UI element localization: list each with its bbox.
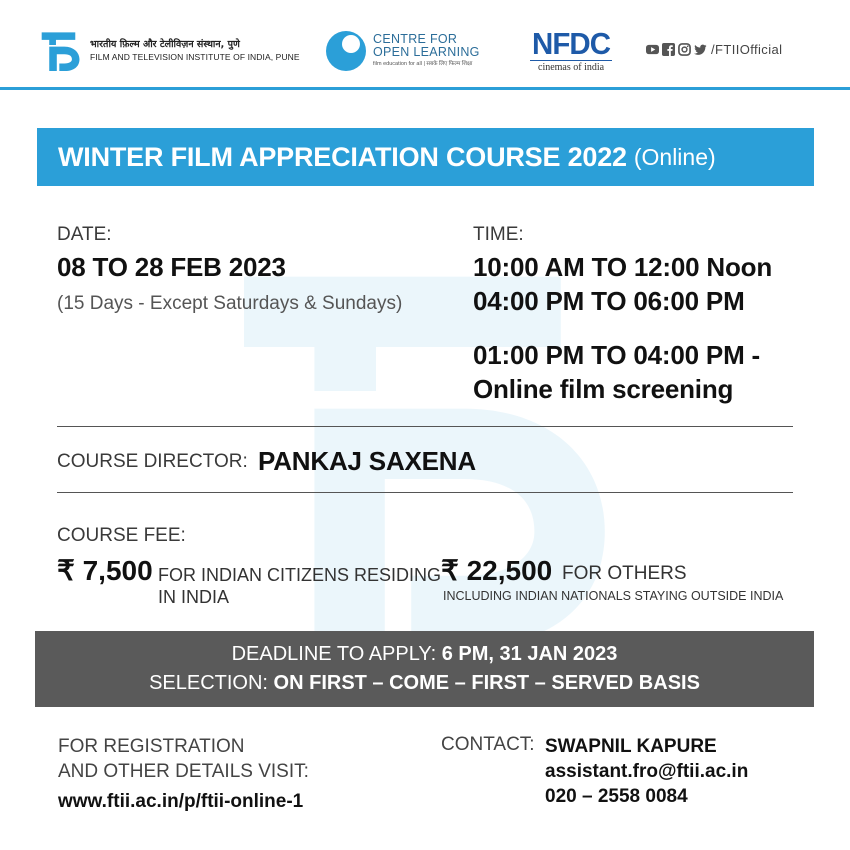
course-mode: (Online) xyxy=(633,143,716,170)
time-slot-2: 04:00 PM TO 06:00 PM xyxy=(473,286,745,316)
fee-others-desc: FOR OTHERS xyxy=(562,563,687,584)
ftii-name-english: FILM AND TELEVISION INSTITUTE OF INDIA, PUNE xyxy=(90,52,300,62)
col-name xyxy=(373,33,480,68)
director-label: COURSE DIRECTOR: xyxy=(57,451,248,472)
course-title: WINTER FILM APPRECIATION COURSE 2022 xyxy=(58,141,627,172)
contact-phone[interactable]: 020 – 2558 0084 xyxy=(545,786,688,807)
deadline-row xyxy=(35,640,814,669)
registration-line2: AND OTHER DETAILS VISIT: xyxy=(58,761,309,782)
nfdc-logo xyxy=(530,28,612,73)
registration-url-link[interactable]: www.ftii.ac.in/p/ftii-online-1 xyxy=(58,791,304,812)
nfdc-tagline: cinemas of india xyxy=(530,60,612,73)
registration-line1: FOR REGISTRATION xyxy=(58,736,245,757)
time-label: TIME: xyxy=(473,224,524,245)
instagram-icon[interactable] xyxy=(678,43,691,56)
deadline-label: DEADLINE TO APPLY: xyxy=(231,643,437,665)
youtube-icon[interactable] xyxy=(646,43,659,56)
divider-bottom xyxy=(57,492,793,493)
fee-others-sub: INCLUDING INDIAN NATIONALS STAYING OUTSIDE INDIA xyxy=(443,589,784,603)
date-label: DATE: xyxy=(57,224,112,245)
header-bar xyxy=(0,0,850,90)
fee-indian-desc-line2: IN INDIA xyxy=(158,587,230,607)
director-name: PANKAJ SAXENA xyxy=(258,446,476,476)
col-logo-icon xyxy=(325,30,367,72)
twitter-icon[interactable] xyxy=(694,43,707,56)
social-links xyxy=(646,42,782,57)
contact-details xyxy=(545,734,748,809)
fee-indian-desc-line1: FOR INDIAN CITIZENS RESIDING xyxy=(158,565,442,585)
fee-label: COURSE FEE: xyxy=(57,525,186,546)
divider-top xyxy=(57,426,793,427)
ftii-name xyxy=(90,38,300,64)
date-note: (15 Days - Except Saturdays & Sundays) xyxy=(57,293,403,314)
contact-label: CONTACT: xyxy=(441,734,535,755)
screening-time: 01:00 PM TO 04:00 PM - xyxy=(473,340,761,370)
course-title-banner xyxy=(37,128,814,186)
selection-value: ON FIRST – COME – FIRST – SERVED BASIS xyxy=(273,672,700,694)
deadline-value: 6 PM, 31 JAN 2023 xyxy=(441,643,618,665)
fee-others-amount: ₹ 22,500 xyxy=(441,555,553,586)
fee-indian-amount: ₹ 7,500 xyxy=(57,555,153,586)
ftii-name-hindi: भारतीय फ़िल्म और टेलीविज़न संस्थान, पुणे xyxy=(90,39,240,50)
selection-row xyxy=(35,669,814,698)
col-line1: CENTRE FOR xyxy=(373,32,458,46)
col-line2: OPEN LEARNING xyxy=(373,45,480,59)
deadline-banner xyxy=(35,631,814,707)
col-tagline: film education for all | सबके लिए फिल्म शिक्षा xyxy=(373,61,473,67)
contact-email-link[interactable]: assistant.fro@ftii.ac.in xyxy=(545,761,749,782)
selection-label: SELECTION: xyxy=(149,672,268,694)
registration-label xyxy=(58,734,309,784)
date-value: 08 TO 28 FEB 2023 xyxy=(57,252,286,282)
nfdc-name: NFDC xyxy=(532,26,611,61)
contact-name: SWAPNIL KAPURE xyxy=(545,736,717,757)
time-slot-1: 10:00 AM TO 12:00 Noon xyxy=(473,252,773,282)
screening-label: Online film screening xyxy=(473,374,734,404)
social-handle[interactable]: /FTIIOfficial xyxy=(711,42,783,57)
facebook-icon[interactable] xyxy=(662,43,675,56)
ftii-logo-icon xyxy=(40,28,82,72)
